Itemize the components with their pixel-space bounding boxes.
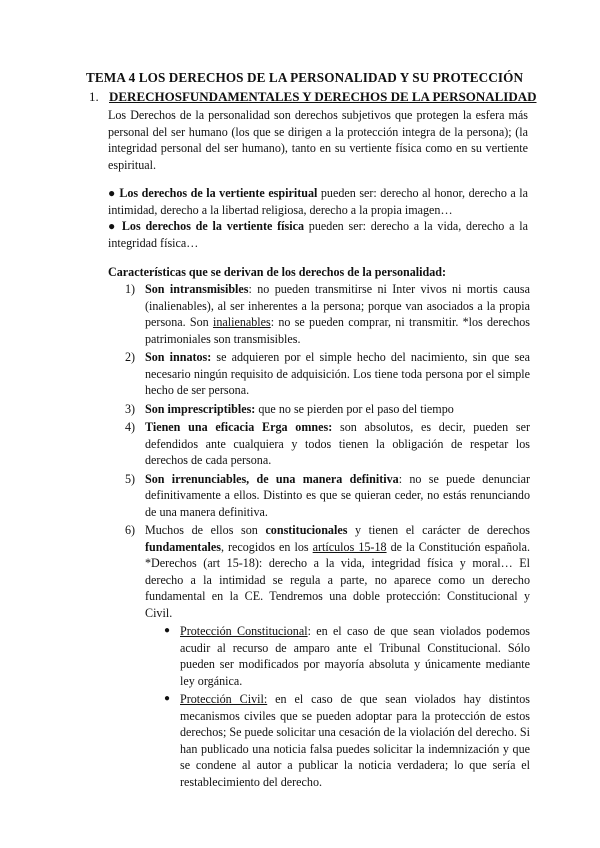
item-lead: Tienen una eficacia Erga omnes: <box>145 420 333 434</box>
list-item <box>108 471 530 521</box>
item-text: Muchos de ellos son <box>145 523 266 537</box>
item-bold: constitucionales <box>265 523 348 537</box>
physical-lead: Los derechos de la vertiente física <box>121 219 305 233</box>
spiritual-text: pueden ser: derecho al honor, derecho a la intimidad, derecho a la libertad religiosa, derecho a la propia imagen… <box>108 186 528 217</box>
list-item <box>108 281 530 347</box>
item-text: y tienen el carácter de derechos <box>347 523 530 537</box>
bullet-icon: ● <box>164 693 171 704</box>
item-text: se adquieren por el simple hecho del nacimiento, sin que sea necesario ningún requisito de adquisición. Los tiene toda persona por el simple hecho de ser persona. <box>145 350 530 397</box>
protection-text: en el caso de que sean violados hay distintos mecanismos civiles que se pueden adoptar para la protección de estos derechos; Se puede solicitar una cesación de la violación del derecho. Si han publicado una noticia falsa puedes solicitar la indemnización y que se condene al autor a publicar la noticia verdadera; lo que sería el restablecimiento del derecho. <box>180 692 530 789</box>
item-underlined: artículos 15-18 <box>312 539 387 554</box>
item-number: 6) <box>125 523 136 537</box>
page-title: TEMA 4 LOS DERECHOS DE LA PERSONALIDAD Y SU PROTECCIÓN <box>86 70 524 85</box>
characteristics-list <box>108 281 530 790</box>
item-text: que no se pierden por el paso del tiempo <box>255 401 454 416</box>
physical-text: pueden ser: derecho a la vida, derecho a la integridad física… <box>108 219 528 250</box>
section-number: 1. <box>89 89 99 104</box>
characteristics-heading: Características que se derivan de los derechos de la personalidad: <box>108 265 447 279</box>
list-item <box>108 349 530 399</box>
item-number: 2) <box>125 350 136 364</box>
section-label: DERECHOSFUNDAMENTALES Y DERECHOS DE LA PERSONALIDAD <box>109 89 537 104</box>
item-lead: Son intransmisibles <box>145 282 249 296</box>
intro-paragraph: Los Derechos de la personalidad son derechos subjetivos que protegen la esfera más personal del ser humano (los que se dirigen a la protección integra de la persona); (la integridad personal del ser humano), tanto en su vertiente física como en su vertiente espiritual. <box>108 108 528 172</box>
list-item <box>108 419 530 469</box>
item-number: 1) <box>125 282 136 296</box>
bullet-icon: ● <box>108 186 116 200</box>
item-text: : no pueden transmitirse ni Inter vivos ni mortis causa (inalienables), al ser inherentes a la persona; porque van asociados a la propia persona. Son <box>145 282 530 329</box>
item-number: 4) <box>125 420 136 434</box>
protection-item <box>108 623 530 689</box>
item-underlined: inalienables <box>212 315 271 329</box>
list-item <box>108 522 530 621</box>
item-text: de la Constitución española. *Derechos (art 15-18): derecho a la vida, integridad física y moral… El derecho a la intimidad se regula a parte, no aparece como un derecho fundamental en la CE. Tendremos una doble protección: Constitucional y Civil. <box>145 539 530 620</box>
item-number: 3) <box>125 401 136 416</box>
item-text: : no se puede denunciar definitivamente a ellos. Distinto es que se quieran ceder, no estás renunciando de una manera definitiva. <box>145 471 530 519</box>
protection-label: Protección Civil: <box>180 692 268 706</box>
item-lead: Son irrenunciables, de una manera definitiva <box>145 471 399 486</box>
item-bold: fundamentales <box>145 539 221 554</box>
protection-item <box>108 691 530 790</box>
item-text: son absolutos, es decir, pueden ser defendidos ante cualquiera y todos tienen la obligación de respetar los derechos de cada persona. <box>145 420 530 467</box>
section-heading <box>89 89 537 105</box>
spiritual-paragraph <box>108 185 528 218</box>
item-text: , recogidos en los <box>220 539 313 554</box>
item-text: : no se pueden comprar, ni transmitir. *los derechos patrimoniales son transmisibles. <box>145 315 530 346</box>
item-lead: Son innatos: <box>145 350 212 364</box>
protection-text: : en el caso de que sean violados podemos acudir al recurso de amparo ante el Tribunal Constitucional. Sólo pueden ser modificados por mayoría absoluta y únicamente mediante ley orgánica. <box>180 624 530 688</box>
list-item <box>108 401 530 418</box>
physical-paragraph <box>108 218 528 251</box>
item-lead: Son imprescriptibles: <box>145 401 256 416</box>
bullet-icon: ● <box>108 219 118 233</box>
protection-label: Protección Constitucional <box>180 624 308 638</box>
bullet-icon: ● <box>164 625 171 636</box>
spiritual-lead: Los derechos de la vertiente espiritual <box>119 186 318 200</box>
item-number: 5) <box>125 471 136 486</box>
